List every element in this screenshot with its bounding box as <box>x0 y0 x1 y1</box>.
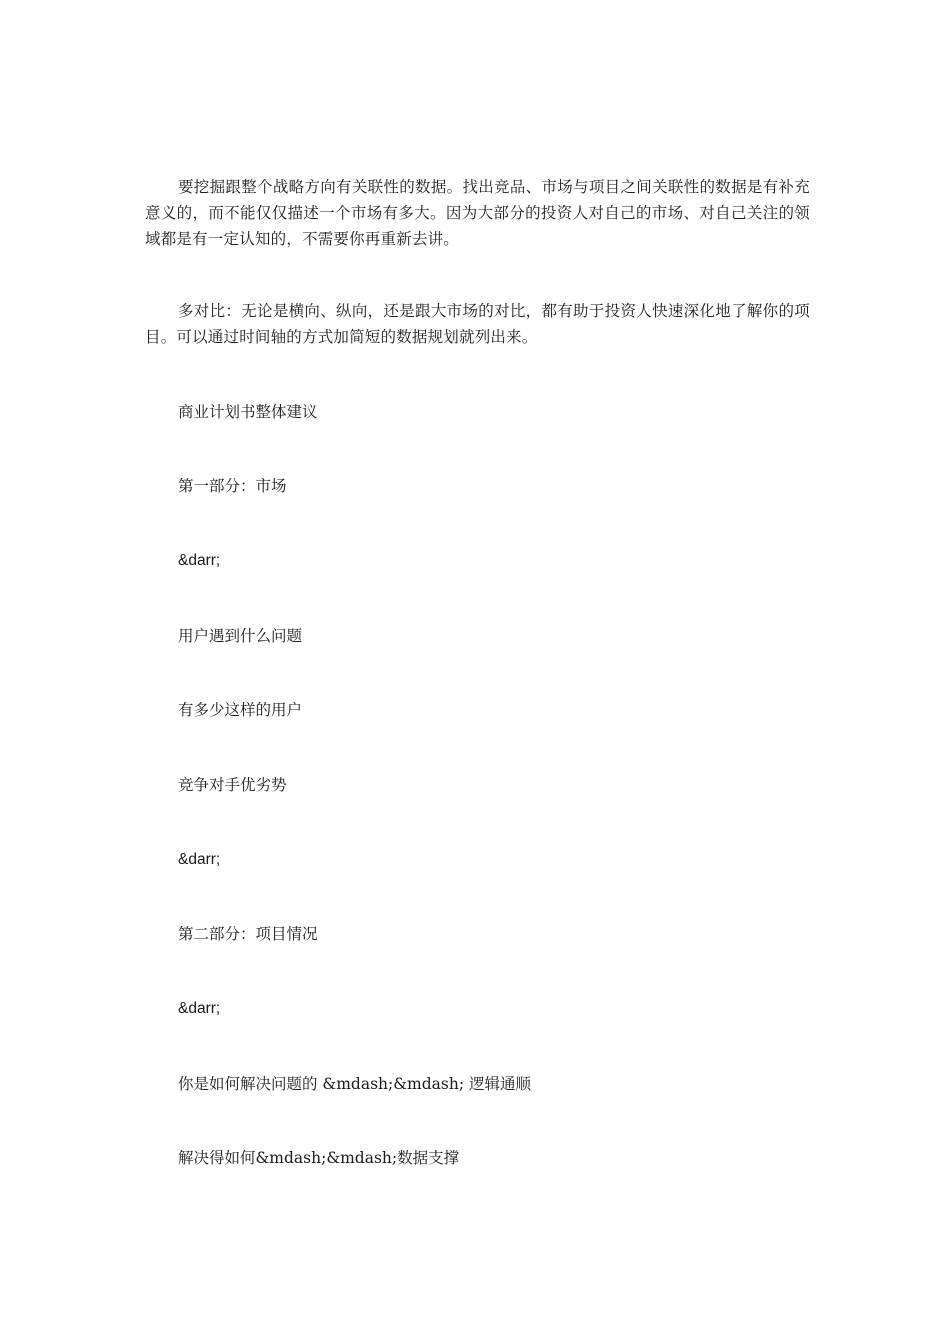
list-item-user-problem: 用户遇到什么问题 <box>178 627 303 645</box>
paragraph-comparison: 多对比：无论是横向、纵向，还是跟大市场的对比，都有助于投资人快速深化地了解你的项目。可以通过时间轴的方式加简短的数据规划就列出来。 <box>145 302 810 346</box>
paragraph-data-relevance: 要挖掘跟整个战略方向有关联性的数据。找出竞品、市场与项目之间关联性的数据是有补充意义的，而不能仅仅描述一个市场有多大。因为大部分的投资人对自己的市场、对自己关注的领域都是有一定认知的，不需要你再重新去讲。 <box>145 178 810 248</box>
down-arrow-entity-text: &darr; <box>178 1000 221 1017</box>
list-item-solution-logic: 你是如何解决问题的 &mdash;&mdash; 逻辑通顺 <box>178 1075 531 1093</box>
section-part-two-project: 第二部分：项目情况 <box>178 925 318 943</box>
down-arrow-entity-text: &darr; <box>178 552 221 569</box>
down-arrow-entity-text: &darr; <box>178 851 221 868</box>
list-item-user-count: 有多少这样的用户 <box>178 701 303 719</box>
section-heading-overall-advice: 商业计划书整体建议 <box>178 403 318 421</box>
list-item-competitor-analysis: 竞争对手优劣势 <box>178 776 287 794</box>
section-part-one-market: 第一部分：市场 <box>178 477 287 495</box>
list-item-solution-data: 解决得如何&mdash;&mdash;数据支撑 <box>178 1149 460 1167</box>
